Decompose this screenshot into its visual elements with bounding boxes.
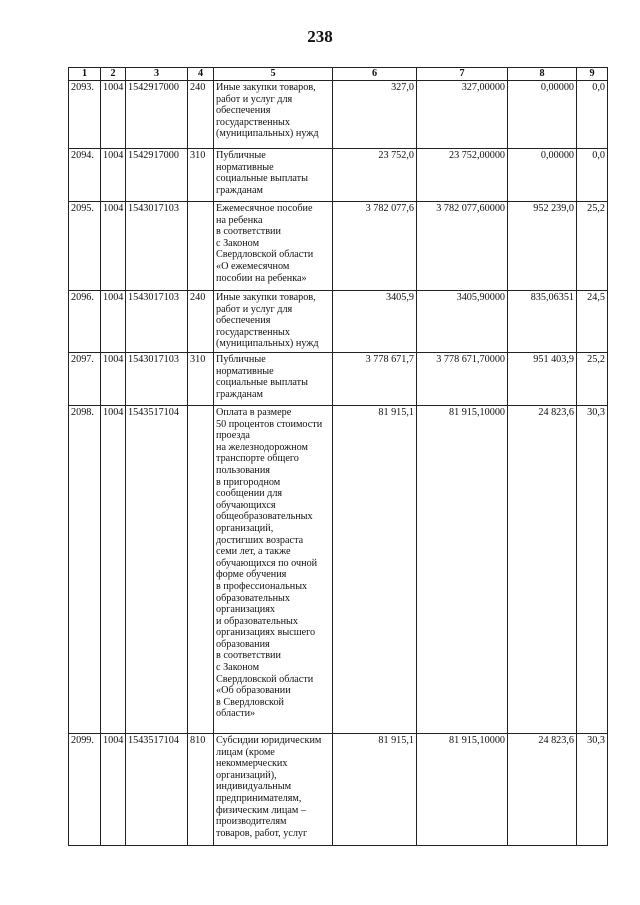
column-header: 4 xyxy=(188,68,214,81)
section-code: 1004 xyxy=(101,291,126,353)
planned-amount: 3 778 671,7 xyxy=(333,353,417,406)
planned-amount-precise: 3 778 671,70000 xyxy=(417,353,508,406)
expense-type-code: 310 xyxy=(188,149,214,202)
row-number: 2098. xyxy=(69,406,101,734)
planned-amount: 23 752,0 xyxy=(333,149,417,202)
page-number: 238 xyxy=(307,27,333,46)
planned-amount: 3405,9 xyxy=(333,291,417,353)
executed-amount: 951 403,9 xyxy=(508,353,577,406)
column-header: 9 xyxy=(577,68,608,81)
executed-amount: 0,00000 xyxy=(508,149,577,202)
row-number: 2093. xyxy=(69,81,101,149)
expense-name: Оплата в размере 50 процентов стоимости проезда на железнодорожном транспорте общего пользования в пригородном сообщении для обучающихся общеобразовательных организаций, достигших возраста семи лет, а также обучающихся по очной форме обучения в профессиональных образовательных организациях и образовательных организациях высшего образования в соответствии с Законом Свердловской области «Об образовании в Свердловской области» xyxy=(214,406,333,734)
target-article-code: 1543517104 xyxy=(126,406,188,734)
target-article-code: 1543017103 xyxy=(126,202,188,291)
table-row xyxy=(69,291,608,353)
column-header: 8 xyxy=(508,68,577,81)
target-article-code: 1543017103 xyxy=(126,353,188,406)
execution-percent: 25,2 xyxy=(577,202,608,291)
planned-amount-precise: 3405,90000 xyxy=(417,291,508,353)
expense-name: Иные закупки товаров, работ и услуг для обеспечения государственных (муниципальных) нужд xyxy=(214,81,333,149)
execution-percent: 0,0 xyxy=(577,81,608,149)
executed-amount: 24 823,6 xyxy=(508,734,577,846)
expense-type-code: 240 xyxy=(188,81,214,149)
row-number: 2095. xyxy=(69,202,101,291)
table-row xyxy=(69,353,608,406)
planned-amount-precise: 23 752,00000 xyxy=(417,149,508,202)
execution-percent: 25,2 xyxy=(577,353,608,406)
expense-name: Публичные нормативные социальные выплаты гражданам xyxy=(214,149,333,202)
column-header: 6 xyxy=(333,68,417,81)
row-number: 2099. xyxy=(69,734,101,846)
planned-amount-precise: 81 915,10000 xyxy=(417,406,508,734)
expense-type-code xyxy=(188,406,214,734)
table-row xyxy=(69,406,608,734)
planned-amount: 3 782 077,6 xyxy=(333,202,417,291)
planned-amount: 81 915,1 xyxy=(333,734,417,846)
target-article-code: 1543517104 xyxy=(126,734,188,846)
column-header: 1 xyxy=(69,68,101,81)
executed-amount: 835,06351 xyxy=(508,291,577,353)
column-header: 7 xyxy=(417,68,508,81)
planned-amount: 81 915,1 xyxy=(333,406,417,734)
budget-table xyxy=(68,67,608,846)
row-number: 2096. xyxy=(69,291,101,353)
section-code: 1004 xyxy=(101,406,126,734)
execution-percent: 24,5 xyxy=(577,291,608,353)
planned-amount-precise: 327,00000 xyxy=(417,81,508,149)
table-row xyxy=(69,81,608,149)
expense-type-code: 810 xyxy=(188,734,214,846)
executed-amount: 0,00000 xyxy=(508,81,577,149)
executed-amount: 952 239,0 xyxy=(508,202,577,291)
expense-name: Публичные нормативные социальные выплаты гражданам xyxy=(214,353,333,406)
table-header-row xyxy=(69,68,608,81)
planned-amount-precise: 3 782 077,60000 xyxy=(417,202,508,291)
section-code: 1004 xyxy=(101,149,126,202)
execution-percent: 30,3 xyxy=(577,406,608,734)
target-article-code: 1543017103 xyxy=(126,291,188,353)
table-row xyxy=(69,202,608,291)
expense-name: Иные закупки товаров, работ и услуг для обеспечения государственных (муниципальных) нужд xyxy=(214,291,333,353)
section-code: 1004 xyxy=(101,353,126,406)
expense-type-code: 240 xyxy=(188,291,214,353)
column-header: 3 xyxy=(126,68,188,81)
section-code: 1004 xyxy=(101,734,126,846)
row-number: 2094. xyxy=(69,149,101,202)
expense-name: Субсидии юридическим лицам (кроме некоммерческих организаций), индивидуальным предпринимателям, физическим лицам – производителям товаров, работ, услуг xyxy=(214,734,333,846)
expense-name: Ежемесячное пособие на ребенка в соответствии с Законом Свердловской области «О ежемесячном пособии на ребенка» xyxy=(214,202,333,291)
executed-amount: 24 823,6 xyxy=(508,406,577,734)
section-code: 1004 xyxy=(101,202,126,291)
column-header: 2 xyxy=(101,68,126,81)
execution-percent: 30,3 xyxy=(577,734,608,846)
execution-percent: 0,0 xyxy=(577,149,608,202)
row-number: 2097. xyxy=(69,353,101,406)
expense-type-code: 310 xyxy=(188,353,214,406)
table-row xyxy=(69,734,608,846)
target-article-code: 1542917000 xyxy=(126,81,188,149)
planned-amount-precise: 81 915,10000 xyxy=(417,734,508,846)
section-code: 1004 xyxy=(101,81,126,149)
target-article-code: 1542917000 xyxy=(126,149,188,202)
planned-amount: 327,0 xyxy=(333,81,417,149)
column-header: 5 xyxy=(214,68,333,81)
table-row xyxy=(69,149,608,202)
expense-type-code xyxy=(188,202,214,291)
